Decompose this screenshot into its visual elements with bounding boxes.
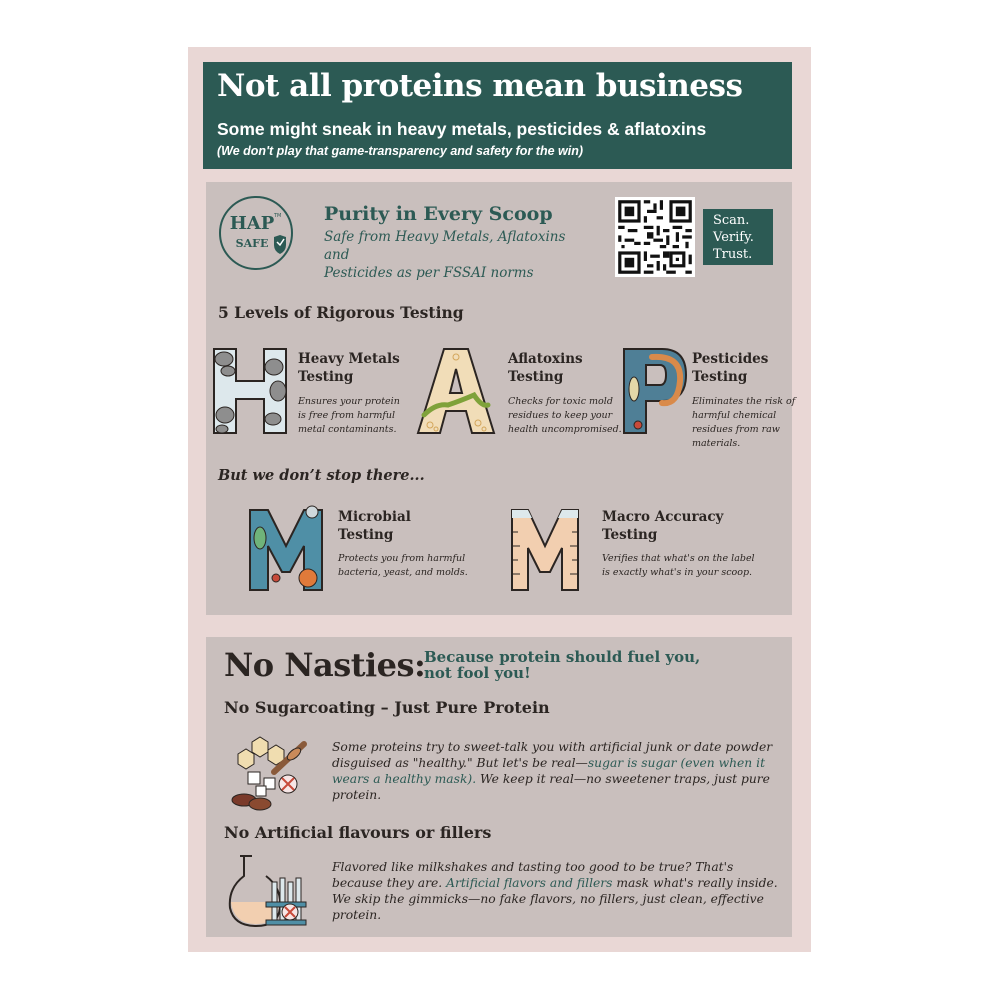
heavy-metals-test bbox=[210, 345, 400, 445]
sugar-section-title: No Sugarcoating – Just Pure Protein bbox=[224, 698, 550, 717]
test-desc-line: is free from harmful bbox=[298, 410, 396, 421]
test-name-line: Testing bbox=[338, 527, 394, 543]
letter-m-microbe-icon bbox=[246, 502, 326, 594]
flavours-text-a: Flavored like milkshakes and tasting too good to be true? That's because they are. bbox=[332, 860, 734, 890]
test-desc-line: harmful chemical bbox=[692, 410, 777, 421]
flavours-section-title: No Artificial flavours or fillers bbox=[224, 823, 492, 842]
test-name-line: Testing bbox=[298, 369, 354, 385]
pesticides-name bbox=[692, 350, 768, 386]
letter-m-beaker-icon bbox=[508, 502, 582, 594]
sugar-dates-icon bbox=[224, 732, 316, 812]
page-title: Not all proteins mean business bbox=[217, 68, 743, 104]
macro-accuracy-desc bbox=[602, 552, 755, 580]
purity-subtitle bbox=[324, 228, 594, 282]
test-desc-line: Ensures your protein bbox=[298, 396, 400, 407]
no-nasties-tagline bbox=[424, 649, 724, 681]
aflatoxins-desc bbox=[508, 395, 622, 437]
letter-h-metals-icon bbox=[210, 345, 290, 437]
page-subtitle: Some might sneak in heavy metals, pesticides & aflatoxins bbox=[217, 119, 707, 139]
test-desc-line: materials. bbox=[692, 438, 741, 449]
test-name-line: Testing bbox=[508, 369, 564, 385]
badge-top-text: HAP bbox=[229, 213, 275, 234]
test-name-line: Macro Accuracy bbox=[602, 509, 724, 525]
purity-title: Purity in Every Scoop bbox=[324, 203, 553, 225]
trust-text: Trust. bbox=[713, 247, 753, 262]
page-note: (We don't play that game-transparency and safety for the win) bbox=[217, 144, 583, 158]
heavy-metals-letter: H bbox=[249, 405, 251, 406]
microbial-desc bbox=[338, 552, 468, 580]
microbial-test bbox=[246, 502, 486, 597]
verify-text: Verify. bbox=[713, 230, 754, 245]
scan-text: Scan. bbox=[713, 213, 750, 228]
heavy-metals-name bbox=[298, 350, 400, 386]
qr-code-icon[interactable] bbox=[615, 197, 695, 277]
flavours-section-text bbox=[332, 859, 787, 923]
aflatoxins-name bbox=[508, 350, 583, 386]
purity-subtitle-line: Safe from Heavy Metals, Aflatoxins and bbox=[324, 229, 566, 263]
macro-accuracy-name bbox=[602, 508, 723, 544]
test-desc-line: bacteria, yeast, and molds. bbox=[338, 567, 468, 578]
letter-p-pest-icon bbox=[620, 345, 690, 437]
macro-accuracy-test bbox=[508, 502, 788, 597]
flavours-text-highlight: Artificial flavors and fillers bbox=[446, 876, 613, 890]
test-desc-line: residues to keep your bbox=[508, 410, 613, 421]
test-desc-line: metal contaminants. bbox=[298, 424, 397, 435]
tagline-line: not fool you! bbox=[424, 664, 531, 682]
testing-panel bbox=[206, 182, 796, 615]
purity-subtitle-line: Pesticides as per FSSAI norms bbox=[324, 265, 534, 281]
levels-title: 5 Levels of Rigorous Testing bbox=[218, 303, 464, 322]
aflatoxins-test bbox=[416, 345, 622, 445]
test-desc-line: is exactly what's in your scoop. bbox=[602, 567, 753, 578]
poster bbox=[188, 47, 811, 952]
no-nasties-panel bbox=[206, 637, 792, 937]
test-name-line: Microbial bbox=[338, 509, 411, 525]
pesticides-desc bbox=[692, 395, 795, 451]
stop-text: But we don’t stop there... bbox=[218, 467, 425, 484]
test-desc-line: residues from raw bbox=[692, 424, 780, 435]
sugar-text-a: Some proteins try to sweet-talk you with artificial junk or date powder disguised as "healthy." But let's be real— bbox=[332, 740, 773, 770]
test-name-line: Testing bbox=[692, 369, 748, 385]
sugar-text-b: We keep it real—no sweetener traps, just pure protein. bbox=[332, 772, 770, 802]
test-desc-line: Verifies that what's on the label bbox=[602, 553, 755, 564]
badge-tm-text: TM bbox=[274, 213, 282, 219]
test-desc-line: Protects you from harmful bbox=[338, 553, 466, 564]
test-desc-line: Eliminates the risk of bbox=[692, 396, 796, 407]
hap-safe-badge-icon bbox=[218, 195, 294, 271]
pesticides-test bbox=[620, 345, 796, 450]
lab-flask-icon bbox=[226, 852, 308, 930]
microbial-name bbox=[338, 508, 411, 544]
letter-a-mold-icon bbox=[416, 345, 496, 437]
test-desc-line: health uncompromised. bbox=[508, 424, 622, 435]
flavours-text-b: mask what's really inside. We skip the gimmicks—no fake flavors, no fillers, just clean, effective protein. bbox=[332, 876, 778, 922]
header-banner bbox=[203, 62, 792, 169]
test-desc-line: Checks for toxic mold bbox=[508, 396, 613, 407]
test-name-line: Pesticides bbox=[692, 351, 769, 367]
sugar-section-text bbox=[332, 739, 787, 803]
heavy-metals-desc bbox=[298, 395, 400, 437]
tagline-line: Because protein should fuel you, bbox=[424, 648, 701, 666]
test-name-line: Testing bbox=[602, 527, 658, 543]
scan-verify-trust-box bbox=[703, 209, 773, 265]
no-nasties-title: No Nasties: bbox=[224, 646, 426, 684]
test-name-line: Aflatoxins bbox=[508, 351, 583, 367]
badge-bottom-text: SAFE bbox=[235, 237, 269, 250]
test-name-line: Heavy Metals bbox=[298, 351, 400, 367]
sugar-text-highlight: sugar is sugar (even when it wears a healthy mask). bbox=[332, 756, 766, 786]
